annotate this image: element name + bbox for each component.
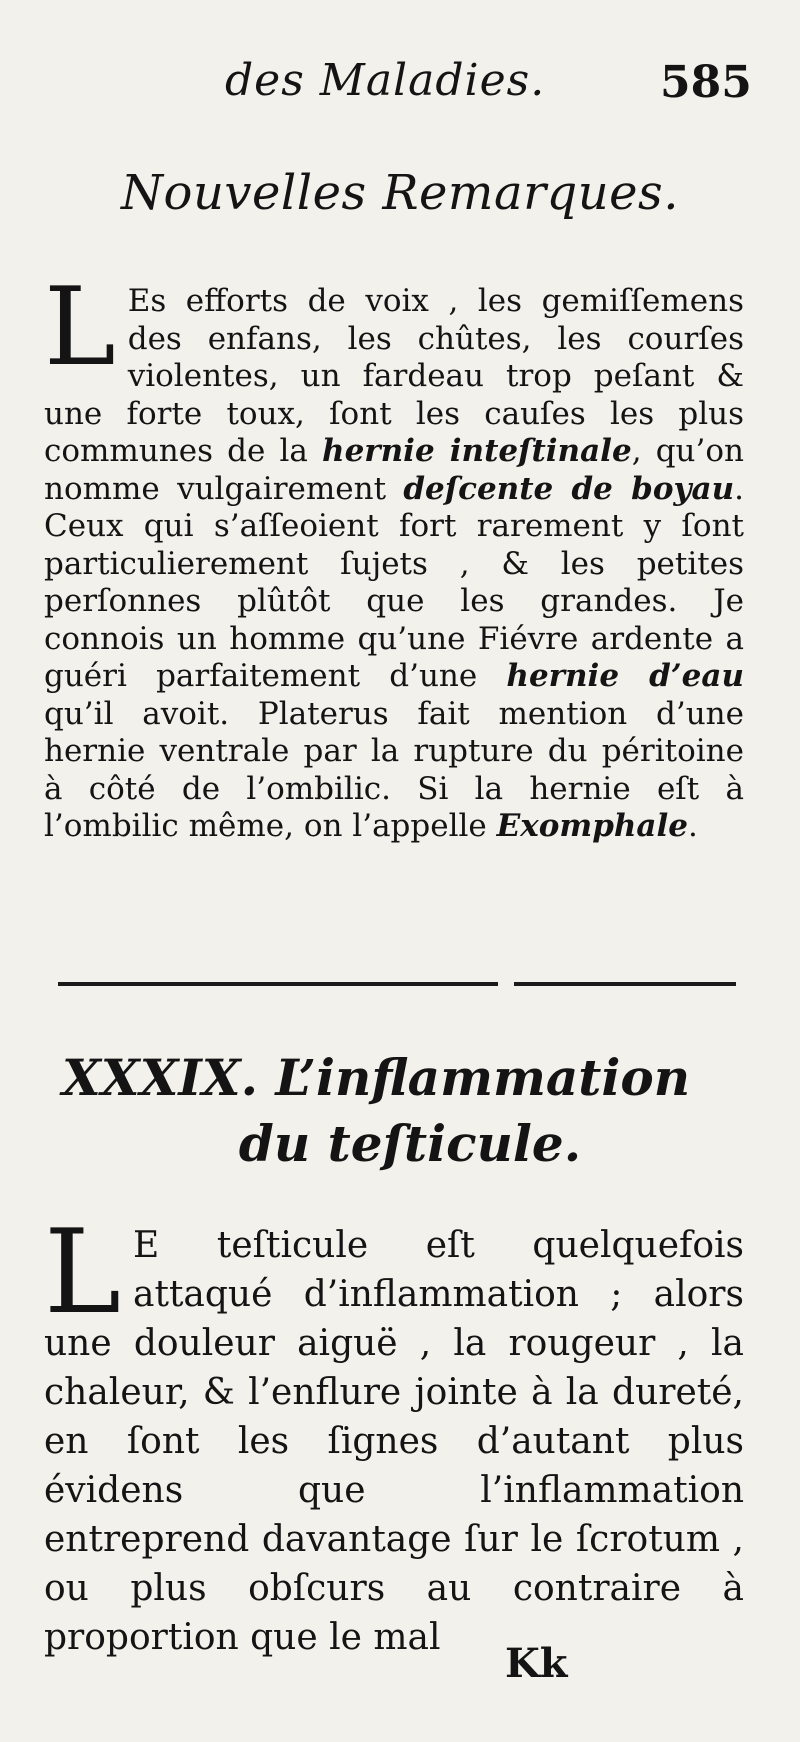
- chapter-numeral: XXXIX.: [62, 1048, 258, 1107]
- running-head: [0, 55, 800, 115]
- chapter-title-line2: du teſticule.: [238, 1114, 582, 1173]
- paragraph-text: .: [688, 808, 698, 844]
- chapter-heading: [0, 1045, 800, 1177]
- page-number: 585: [660, 57, 752, 108]
- chapter-title: L’inflammation: [275, 1048, 691, 1107]
- emphasis-term: deſcente de boyau: [403, 470, 735, 507]
- emphasis-term: Exomphale: [496, 808, 689, 844]
- paragraph-text: Es efforts de voix , les gemiſſemens des enfans, les chûtes, les courſes violentes, un fardeau trop peſant & une forte toux, ſont les cauſes les plus communes de la: [44, 283, 744, 469]
- section-divider: [514, 982, 736, 986]
- paragraph-text: qu’il avoit. Platerus fait mention d’une hernie ventrale par la rupture du péritoine à côté de l’ombilic. Si la hernie eſt à l’ombilic même, on l’appelle: [44, 695, 744, 844]
- paragraph-remarques: [44, 265, 744, 846]
- paragraph-testicule: [44, 1205, 744, 1662]
- paragraph-text: , qu’on nomme vulgairement: [44, 433, 744, 507]
- emphasis-term: hernie d’eau: [506, 658, 744, 694]
- catchword: Kk: [505, 1640, 568, 1687]
- paragraph-text: E teſticule eſt quelquefois attaqué d’inflammation ; alors une douleur aiguë , la rougeur , la chaleur, & l’enflure jointe à la dureté, en ſont les ſignes d’autant plus évidens que l’inflammation entreprend davantage ſur le ſcrotum , ou plus obſcurs au contraire à proportion que le mal: [44, 1225, 744, 1658]
- emphasis-term: hernie inteſtinale: [322, 433, 632, 469]
- section-title: Nouvelles Remarques.: [121, 165, 679, 221]
- chapter-heading-line1: [0, 1045, 800, 1111]
- drop-cap: L: [44, 1205, 122, 1340]
- section-divider: [58, 982, 498, 986]
- running-title: des Maladies.: [225, 55, 546, 106]
- drop-cap: L: [44, 265, 116, 390]
- paragraph-text: . Ceux qui s’aſſeoient fort rarement y ſont particulierement ſujets , & les petites perſonnes plûtôt que les grandes. Je connois un homme qu’une Fiévre ardente a guéri parfaitement d’une: [44, 470, 744, 694]
